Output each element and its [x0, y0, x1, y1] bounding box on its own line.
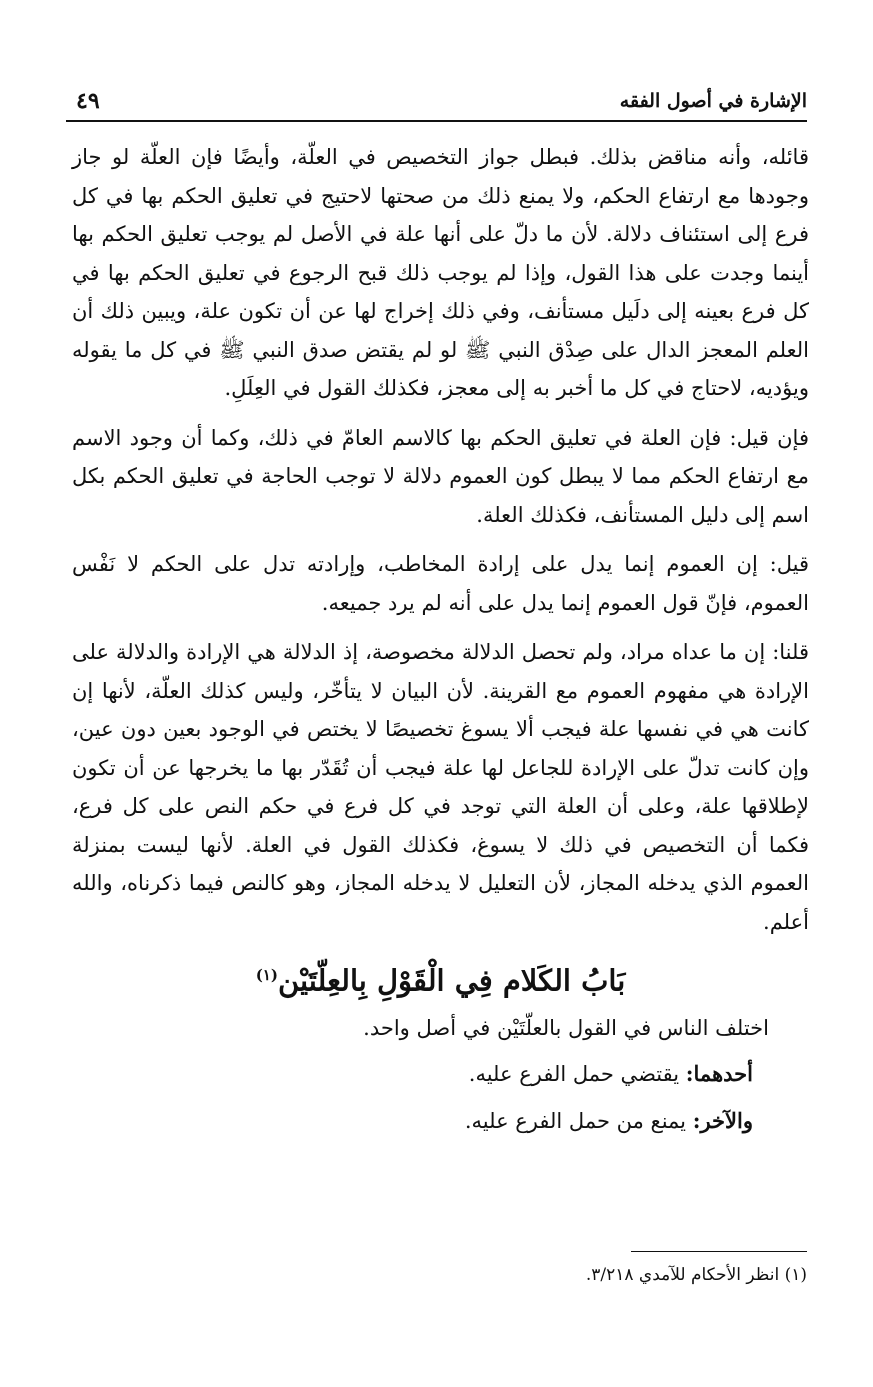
main-text [72, 138, 809, 1148]
paragraph: فإن قيل: فإن العلة في تعليق الحكم بها كالاسم العامّ في ذلك، وكما أن وجود الاسم مع ارتفاع الحكم مما لا يبطل كون العموم دلالة لا توجب الحاجة في تعليق الحكم بكل اسم إلى دليل المستأنف، فكذلك العلة. [72, 425, 809, 527]
chapter-heading [72, 953, 809, 1003]
item-label: أحدهما: [685, 1061, 753, 1087]
footnote [66, 1262, 807, 1288]
footnote-divider [631, 1251, 807, 1252]
list-item [72, 1102, 753, 1141]
running-title: الإشارة في أصول الفقه [619, 90, 807, 112]
chapter-intro: اختلف الناس في القول بالعلّتَيْن في أصل واحد. [363, 1015, 769, 1040]
footnote-text: انظر الأحكام للآمدي ٣/٢١٨. [585, 1265, 780, 1285]
page-number: ٤٩ [76, 88, 100, 114]
page-header [66, 86, 807, 122]
paragraph: قائله، وأنه مناقض بذلك. فبطل جواز التخصيص في العلّة، وأيضًا فإن العلّة لو جاز وجودها مع ارتفاع الحكم، ولا يمنع ذلك من صحتها لاحتيج في تعليق الحكم بها في كل فرع إلى استئناف دلالة. لأن ما دلّ على أنها علة في الأصل لم يوجب تعليق الحكم بها أينما وجدت على هذا القول، وإذا لم يوجب ذلك قبح الرجوع في تعليق الحكم بها في كل فرع بعينه إلى دلَيل مستأنف، وفي ذلك إخراج لها عن أن تكون علة، ويبين ذلك أن العلم المعجز الدال على صِدْق النبي ﷺ لو لم يقتض صدق النبي ﷺ في كل ما يقوله ويؤديه، لاحتاج في كل ما أخبر به إلى معجز، فكذلك القول في العِلَلِ. [72, 145, 809, 400]
paragraph: قيل: إن العموم إنما يدل على إرادة المخاطب، وإرادته تدل على الحكم لا نَفْس العموم، فإنّ قول العموم إنما يدل على أنه لم يرد جميعه. [72, 552, 809, 615]
item-text: يقتضي حمل الفرع عليه. [468, 1062, 680, 1087]
footnote-number: (١) [784, 1265, 807, 1285]
item-text: يمنع من حمل الفرع عليه. [464, 1108, 687, 1133]
paragraph: قلنا: إن ما عداه مراد، ولم تحصل الدلالة مخصوصة، إذ الدلالة هي الإرادة والدلالة على الإرادة هي مفهوم العموم مع القرينة. لأن البيان لا يتأخّر، وليس كذلك العلّة، لأنها إن كانت هي في نفسها علة فيجب ألا يسوغ تخصيصًا لا يختص في الوجود بعين دون عين، وإن كانت تدلّ على الإرادة للجاعل لها علة فيجب أن تُقَدّر بها ما يخرجها عن أن تكون لإطلاقها علة، وعلى أن العلة التي توجد في كل فرع في حكم النص على كل فرع، فكما أن التخصيص في ذلك لا يسوغ، فكذلك القول في العلة. لأنها ليست بمنزلة العموم الذي يدخله المجاز، لأن التعليل لا يدخله المجاز، وهو كالنص فيما ذكرناه، والله أعلم. [72, 640, 809, 934]
chapter-heading-text: بَابُ الكَلام فِي الْقَوْلِ بِالعِلّتَيْن [277, 963, 626, 998]
list-item [72, 1055, 753, 1094]
footnote-reference: (١) [255, 966, 278, 984]
item-label: والآخر: [692, 1107, 753, 1133]
